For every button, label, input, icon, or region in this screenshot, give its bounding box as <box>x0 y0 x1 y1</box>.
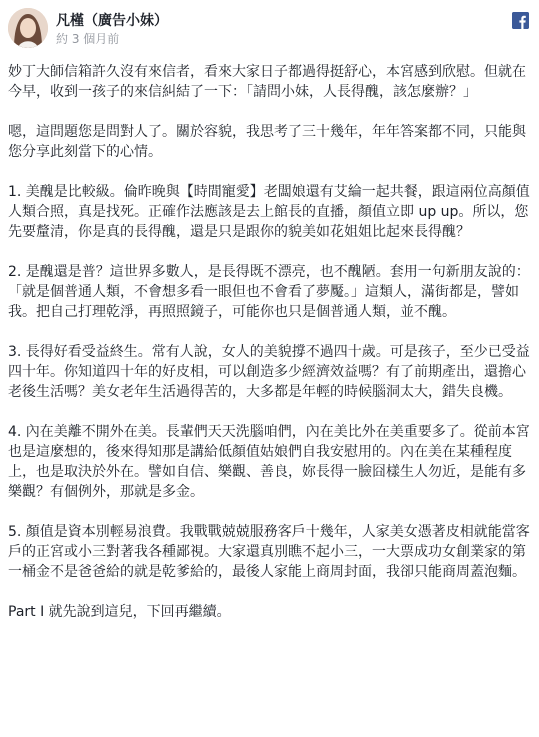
avatar-image <box>8 8 48 48</box>
author-name[interactable]: 凡槿（廣告小妹） <box>56 13 168 29</box>
facebook-icon[interactable] <box>512 12 529 29</box>
post-paragraph-point-5: 5. 顏值是資本別輕易浪費。我戰戰兢兢服務客戶十幾年，人家美女憑著皮相就能當客戶的正宮或小三對著我各種鄙視。大家還真別瞧不起小三，一大票成功女創業家的第一桶金不是爸爸給的就是乾爹給的，最後人家能上商周封面，我卻只能商周蓋泡麵。 <box>8 524 530 580</box>
post-paragraph-point-4: 4. 內在美離不開外在美。長輩們天天洗腦咱們，內在美比外在美重要多了。從前本宮也是這麼想的，後來得知那是講給低顏值姑娘們自我安慰用的。內在美在某種程度上，也是取決於外在。譬如自信、樂觀、善良，妳長得一臉囧樣生人勿近，是能有多樂觀？有個例外，那就是多金。 <box>8 424 530 500</box>
post-paragraph-point-2: 2. 是醜還是普？這世界多數人，是長得既不漂亮，也不醜陋。套用一句新朋友說的：「就是個普通人類，不會想多看一眼但也不會看了夢魘。」這類人，滿街都是，譬如我。把自己打理乾淨，再照照鏡子，可能你也只是個普通人類，並不醜。 <box>8 264 530 320</box>
post-paragraph-intro: 妙丁大師信箱許久沒有來信者，看來大家日子都過得挺舒心，本宮感到欣慰。但就在今早，收到一孩子的來信糾結了一下：「請問小妹，人長得醜，該怎麼辦？」 <box>8 64 526 100</box>
post-body <box>8 62 532 642</box>
avatar[interactable] <box>8 8 48 48</box>
post-paragraph-point-1: 1. 美醜是比較級。倫昨晚與【時間寵愛】老闆娘還有艾綸一起共餐，跟這兩位高顏值人類合照，真是找死。正確作法應該是去上館長的直播，顏值立即 up up。所以，您先要釐清，你是真的長得醜，還是只是跟你的貌美如花姐姐比起來長得醜？ <box>8 184 530 240</box>
post-paragraph-answer: 嗯，這問題您是問對人了。關於容貌，我思考了三十幾年，年年答案都不同，只能與您分享此刻當下的心情。 <box>8 124 526 160</box>
post-header <box>0 0 539 52</box>
post-paragraph-point-3: 3. 長得好看受益終生。常有人說，女人的美貌撐不過四十歲。可是孩子，至少已受益四十年。你知道四十年的好皮相，可以創造多少經濟效益嗎？有了前期產出，還擔心老後生活嗎？美女老年生活過得苦的，大多都是年輕的時候腦洞太大，錯失良機。 <box>8 344 530 400</box>
post-timestamp[interactable]: 約 3 個月前 <box>56 32 120 46</box>
facebook-logo <box>512 12 529 29</box>
post-paragraph-closing: Part I 就先說到這兒，下回再繼續。 <box>8 604 231 620</box>
